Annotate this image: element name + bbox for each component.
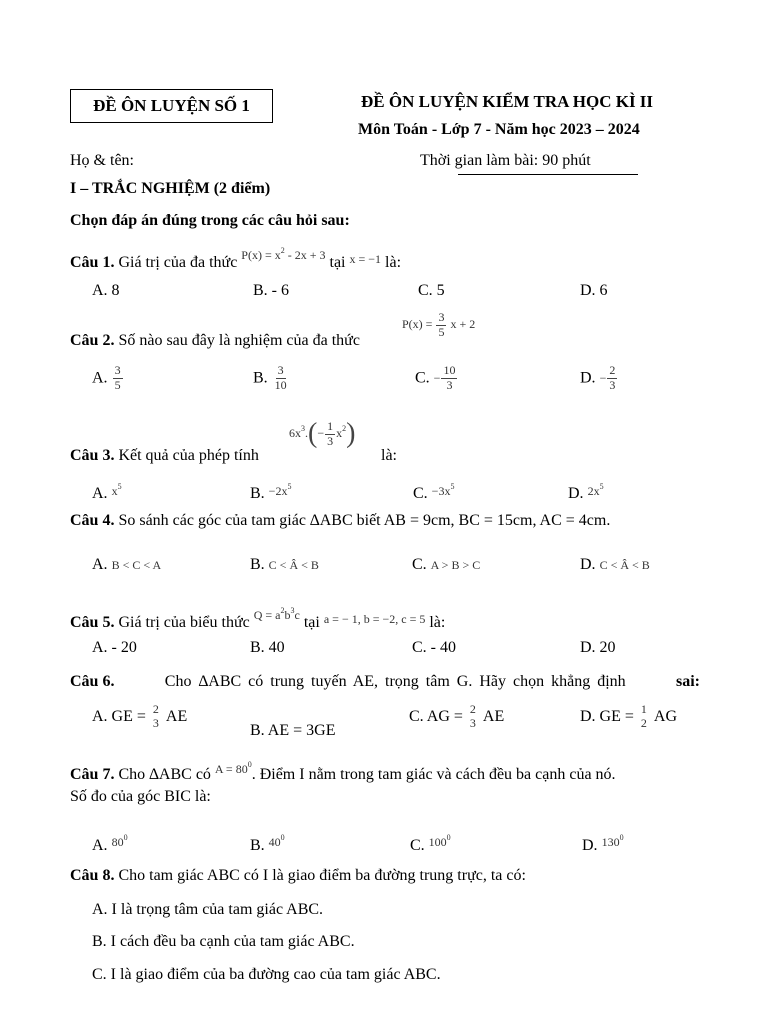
question-text: So sánh các góc của tam giác ∆ABC biết AB = 9cm, BC = 15cm, AC = 4cm. <box>118 512 611 529</box>
option-b[interactable]: B. $-2x^5$ <box>250 482 292 502</box>
question-number: Câu 6. <box>70 673 115 690</box>
option-b[interactable]: B. - 6 <box>253 282 289 299</box>
question-number: Câu 1. <box>70 254 115 271</box>
math-condition: x = −1 <box>349 252 382 266</box>
option-b[interactable]: B. AE = 3GE <box>250 722 336 739</box>
option-a[interactable]: A. B < C < A <box>92 556 162 573</box>
option-a[interactable]: A. - 20 <box>92 639 137 656</box>
option-b[interactable]: B. C < Â < B <box>250 556 319 573</box>
option-d[interactable]: D. 6 <box>580 282 608 299</box>
option-c[interactable]: C. − $\frac{10}{3}$ <box>415 363 456 392</box>
option-a[interactable]: A. $x^5$ <box>92 482 122 502</box>
question-text: Cho ∆ABC có <box>118 766 211 783</box>
option-d[interactable]: D. $^{130^0}$ <box>582 833 624 854</box>
name-label: Họ & tên: <box>70 152 134 169</box>
option-b[interactable]: B. 40 <box>250 639 285 656</box>
question-2 <box>70 332 360 350</box>
question-4 <box>70 512 610 530</box>
option-d[interactable]: D. $2x^5$ <box>568 482 604 502</box>
time-underline <box>458 174 638 175</box>
question-number: Câu 2. <box>70 332 115 349</box>
option-c[interactable]: C. AG = 2 3 AE <box>409 702 505 730</box>
question-number: Câu 4. <box>70 512 115 529</box>
question-text: . Điểm I nằm trong tam giác và cách đều ba cạnh của nó. <box>251 766 616 783</box>
question-number: Câu 8. <box>70 867 115 884</box>
question-text: là: <box>381 447 397 464</box>
option-a[interactable]: A. 8 <box>92 282 120 299</box>
option-d[interactable]: D. GE = 1 2 AG <box>580 702 678 730</box>
question-5 <box>70 606 445 632</box>
section-title: I – TRẮC NGHIỆM (2 điểm) <box>70 180 271 197</box>
option-a[interactable]: A. GE = 2 3 AE <box>92 702 188 730</box>
option-c[interactable]: C. I là giao điểm của ba đường cao của tam giác ABC. <box>92 966 441 983</box>
exam-subtitle: Môn Toán - Lớp 7 - Năm học 2023 – 2024 <box>358 121 640 138</box>
question-number: Câu 7. <box>70 766 115 783</box>
option-b[interactable]: B. I cách đều ba cạnh của tam giác ABC. <box>92 933 355 950</box>
time-label: Thời gian làm bài: 90 phút <box>420 152 591 169</box>
math-expression: P(x) = $\frac{3}{5}$ x + 2 <box>402 310 476 339</box>
option-c[interactable]: C. 5 <box>418 282 445 299</box>
question-text: Giá trị của đa thức <box>118 254 238 271</box>
exam-number-title: ĐỀ ÔN LUYỆN SỐ 1 <box>93 96 250 115</box>
option-a[interactable]: A. $^{80^0}$ <box>92 833 128 854</box>
option-c[interactable]: C. $^{100^0}$ <box>410 833 451 854</box>
question-3 <box>70 447 259 465</box>
question-text: tại <box>329 254 346 271</box>
option-a[interactable]: A. $\frac{3}{5}$ <box>92 363 121 392</box>
exam-main-title: ĐỀ ÔN LUYỆN KIỂM TRA HỌC KÌ II <box>361 92 654 111</box>
question-text: là: <box>429 614 446 631</box>
question-text: Kết quả của phép tính <box>118 447 259 464</box>
section-instruction: Chọn đáp án đúng trong các câu hỏi sau: <box>70 212 350 229</box>
math-condition: a = − 1, b = −2, c = 5 <box>323 612 426 626</box>
question-emphasis: sai: <box>676 673 700 690</box>
question-text: Giá trị của biểu thức <box>118 614 250 631</box>
question-number: Câu 5. <box>70 614 115 631</box>
question-6 <box>70 673 700 691</box>
option-a[interactable]: A. I là trọng tâm của tam giác ABC. <box>92 901 324 918</box>
option-c[interactable]: C. - 40 <box>412 639 456 656</box>
math-expression: P(x) = x2 - 2x + 3 <box>241 246 326 262</box>
option-b[interactable]: B. $\frac{3}{10}$ <box>253 363 287 392</box>
option-b[interactable]: B. $^{40^0}$ <box>250 833 285 854</box>
option-d[interactable]: D. 20 <box>580 639 616 656</box>
question-text: tại <box>303 614 320 631</box>
question-7 <box>70 760 616 784</box>
question-text: Cho tam giác ABC có I là giao điểm ba đường trung trực, ta có: <box>118 867 526 884</box>
question-8 <box>70 867 526 885</box>
option-c[interactable]: C. $-3x^5$ <box>413 482 455 502</box>
math-expression: Q = a2b3c <box>253 606 300 622</box>
question-text: là: <box>385 254 402 271</box>
exam-number-box <box>70 89 273 123</box>
math-expression: $6x^3.(-$ $\frac{1}{3}$ $x^2$) <box>289 418 356 449</box>
question-1 <box>70 246 401 272</box>
option-d[interactable]: D. C < Â < B <box>580 556 650 573</box>
question-number: Câu 3. <box>70 447 115 464</box>
angle-expression: A = 800 <box>214 760 252 776</box>
option-c[interactable]: C. A > B > C <box>412 556 481 573</box>
question-text: Số nào sau đây là nghiệm của đa thức <box>118 332 360 349</box>
question-text: Số đo của góc BIC là: <box>70 788 211 805</box>
question-text: Cho ∆ABC có trung tuyến AE, trọng tâm G. Hãy chọn khẳng định <box>164 673 626 690</box>
option-d[interactable]: D. − $\frac{2}{3}$ <box>580 363 616 392</box>
